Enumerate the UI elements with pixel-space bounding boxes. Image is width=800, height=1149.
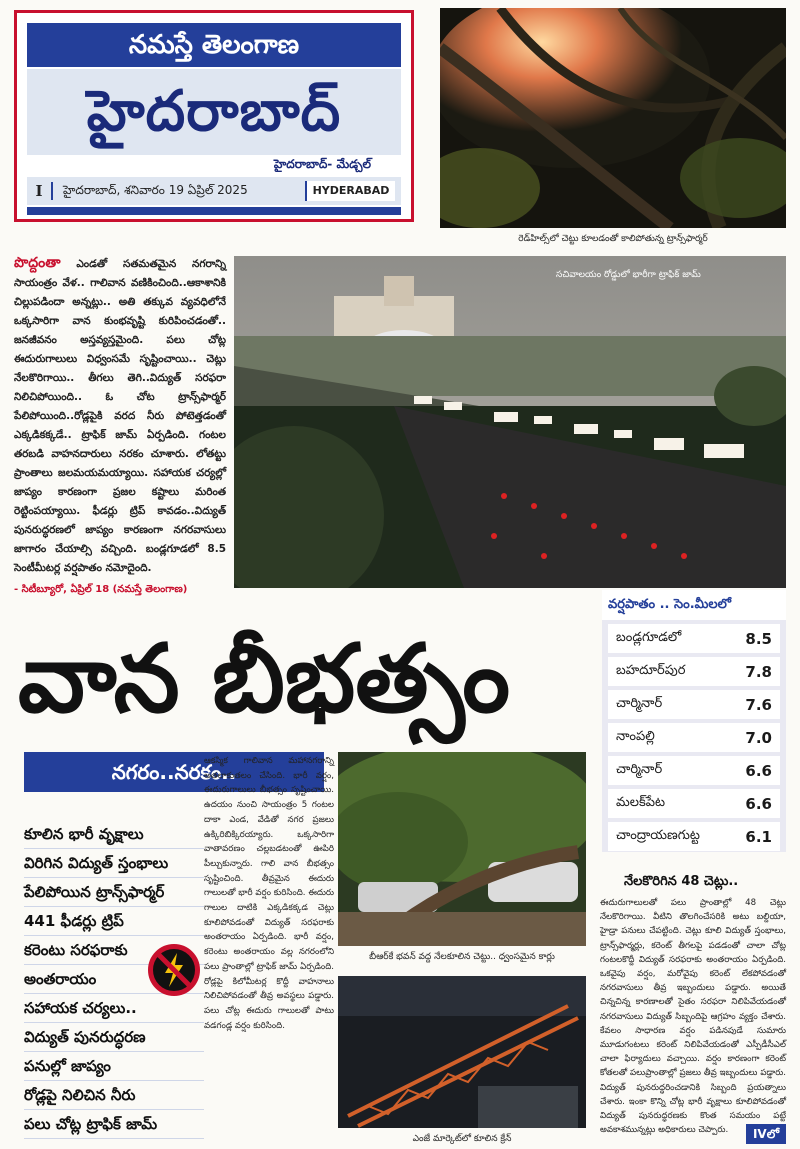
fire-caption: రెడ్‌హిల్స్‌లో చెట్టు కూలడంతో కాలిపోతున్న ట్రాన్స్‌ఫార్మర్ (518, 234, 708, 244)
rainfall-place: చార్మినార్ (616, 761, 663, 777)
transformer-fire-photo (440, 8, 786, 228)
traffic-caption: సచివాలయం రోడ్డులో భారీగా ట్రాఫిక్ జామ్ (556, 270, 701, 280)
list-item: పనుల్లో జాప్యం (24, 1052, 204, 1081)
main-headline: వాన బీభత్సం (18, 625, 511, 734)
list-item: రోడ్లపై నిలిచిన నీరు (24, 1081, 204, 1110)
story-body: ఎండతో సతమతమైన నగరాన్ని సాయంత్రం వేళ.. గాలివాన వణికించింది..ఆకాశానికి చిల్లుపడిందా అన్నట్లు.. అతి తక్కువ వ్యవధిలోనే ఒక్కసారిగా వాన కుంభవృష్టి కురిపించడంతో.. జనజీవనం అస్తవ్యస్తమైంది. పలు చోట్ల ఈదురుగాలులు విధ్వంసమే సృష్టించాయి.. చెట్లు నేలకొరిగాయి.. తీగలు తెగి..విద్యుత్ సరఫరా నిలిచిపోయింది.. ఓ చోట ట్రాన్స్‌ఫార్మర్ పేలిపోయింది..రోడ్లపైకి వరద నీరు పోటెత్తడంతో ఎక్కడికక్కడే.. ట్రాఫిక్ జామ్ ఏర్పడింది. గంటల తరబడి వాహనదారులు నరకం చూశారు. లోతట్టు ప్రాంతాలు జలమయమయ్యాయి. సహాయక చర్యల్లో జాప్యం కారణంగా ప్రజల కష్టాలు మరింత రెట్టింపయ్యాయి. ఫీడర్లు ట్రిప్ కావడం..విద్యుత్ పునరుద్ధరణలో జాప్యం కారణంగా నగరవాసులు జాగారం చేయాల్సి వచ్చింది. బండ్లగూడలో 8.5 సెంటీమీటర్ల వర్షపాతం నమోదైంది. (14, 258, 226, 574)
power-cut-icon (148, 944, 200, 996)
list-item: విరిగిన విద్యుత్ స్తంభాలు (24, 849, 204, 878)
list-item: పేలిపోయిన ట్రాన్స్‌ఫార్మర్ (24, 878, 204, 907)
masthead-subtitle: హైదరాబాద్- మేడ్చల్ (273, 157, 371, 171)
rainfall-place: బండ్లగూడలో (616, 629, 682, 645)
masthead (14, 10, 414, 222)
fallen-tree-photo (338, 752, 586, 946)
tree-caption: బీఆర్‌కే భవన్ వద్ద నేలకూలిన చెట్టు.. ధ్వంసమైన కార్లు (369, 952, 555, 962)
fallen-crane-photo (338, 976, 586, 1128)
rainfall-place: చార్మినార్ (616, 695, 663, 711)
rainfall-title: వర్షపాతం .. సెం.మీలలో (602, 590, 786, 620)
rainfall-row (608, 789, 780, 818)
rainfall-row (608, 822, 780, 851)
lead-story (14, 254, 226, 599)
list-item: 441 ఫీడర్లు ట్రిప్ (24, 907, 204, 936)
rainfall-value: 6.6 (745, 761, 772, 780)
rainfall-row (608, 723, 780, 752)
crane-caption: ఎంజే మార్కెట్‌లో కూలిన క్రేన్ (412, 1134, 512, 1144)
middle-article: ఆకస్మిక గాలివాన మహానగరాన్ని అతలాకుతలం చేసింది. భారీ వర్షం, ఈదురుగాలులు బీభత్సం సృష్టించాయి. ఉదయం నుంచి సాయంత్రం 5 గంటల దాకా ఎండ, వేడితో నగర ప్రజలు ఉక్కిరిబిక్కిరయ్యారు. ఒక్కసారిగా వాతావరణం చల్లబడటంతో ఊపిరి పీల్చుకున్నారు. గాలి వాన బీభత్సం సృష్టించింది. తీవ్రమైన ఈదురు గాలులతో భారీ వర్షం కురిసింది. ఈదురు గాలుల దాటికి ఎక్కడికక్కడ చెట్లు కూలిపోవడంతో విద్యుత్ సరఫరాకు అంతరాయం ఏర్పడింది. భారీ వర్షం, కరెంటు అంతరాయం వల్ల నగరంలోని పలు ప్రాంతాల్లో ట్రాఫిక్ జామ్ ఏర్పడింది. రోడ్లపై కిలోమీటర్ల కొద్దీ వాహనాలు నిలిచిపోవడంతో తీవ్ర అవస్థలు పడ్డారు. పలు చోట్ల ఈదురు గాలులతో పాటు వడగండ్ల వర్షం కురిసింది. (204, 756, 334, 1031)
dateline-bar (27, 177, 401, 205)
rainfall-place: మలక్‌పేట (616, 794, 666, 810)
list-item: విద్యుత్ పునరుద్ధరణ (24, 1023, 204, 1052)
rainfall-value: 6.1 (745, 827, 772, 846)
masthead-title: హైదరాబాద్ (27, 69, 401, 155)
rainfall-value: 7.0 (745, 728, 772, 747)
rainfall-value: 8.5 (745, 629, 772, 648)
rainfall-value: 7.8 (745, 662, 772, 681)
page-marker: I (27, 182, 53, 200)
masthead-brand: నమస్తే తెలంగాణ (27, 23, 401, 67)
rainfall-place: చాంద్రాయణగుట్ట (616, 827, 700, 843)
rainfall-row (608, 657, 780, 686)
continued-folio: IVలో (746, 1124, 786, 1144)
list-item: సహాయక చర్యలు.. (24, 994, 204, 1023)
dateline: హైదరాబాద్, శనివారం 19 ఏప్రిల్ 2025 (63, 182, 248, 197)
list-item: పలు చోట్ల ట్రాఫిక్ జామ్ (24, 1110, 204, 1139)
rainfall-row (608, 756, 780, 785)
rainfall-table (602, 590, 786, 852)
rainfall-row (608, 690, 780, 719)
rainfall-place: బహదూర్‌పుర (616, 662, 686, 678)
traffic-jam-photo (234, 256, 786, 588)
list-item: కరెంటు సరఫరాకు (24, 936, 204, 965)
trees-subhead: నేలకొరిగిన 48 చెట్లు.. (624, 874, 739, 889)
right-article: ఈదురుగాలులతో పలు ప్రాంతాల్లో 48 చెట్లు నేలకొరిగాయి. వీటిని తొలగించేసరికి అటు బల్దియా, హైడ్రా పనులు చేపట్టింది. చెట్లు కూలి విద్యుత్ స్తంభాలు, ట్రాన్స్‌ఫార్మర్లు, కరెంట్ తీగలపై పడడంతో చాలా చోట్ల గంటలకొద్దీ విద్యుత్ సరఫరాకు అంతరాయం ఏర్పడింది. ఒకవైపు వర్షం, మరోవైపు కరెంట్ లేకపోవడంతో నగరవాసులు తీవ్ర ఇబ్బందులు పడ్డారు. అయితే చిన్నచిన్న కారణాలతో సైతం సరఫరా నిలిపివేయడంతో నగరవాసులు విద్యుత్ సిబ్బందిపై ఆగ్రహం వ్యక్తం చేశారు. కేవలం సాధారణ వర్షం పడినపుడే సుమారు మూడుగంటలు కరెంట్ నిలిపివేయడంతో ఎస్పీడీసీఎల్ చాలా ఫిర్యాదులు వచ్చాయి. వర్షం కారణంగా కరెంట్ కోతలతో పలుప్రాంతాల్లో ప్రజలు తీవ్ర ఇబ్బందులు పడ్డారు. విద్యుత్ పునరుద్ధరించడానికి సిబ్బంది ప్రయత్నాలు చేశారు. ఇంకా కొన్ని చోట్ల భారీ వృక్షాలు కూలిపోవడంతో విద్యుత్ పునరుద్ధరణకు కొంత సమయం పట్టే అవకాశమున్నట్లు అధికారులు చెప్పారు. (600, 898, 786, 1136)
subhead-banner: నగరం..నరకం.. (24, 752, 324, 792)
story-credit: - సిటీబ్యూరో, ఏప్రిల్ 18 (నమస్తే తెలంగాణ) (14, 584, 188, 595)
masthead-bottom-rule (27, 207, 401, 215)
rainfall-value: 6.6 (745, 794, 772, 813)
edition-city: HYDERABAD (305, 181, 395, 201)
rainfall-place: నాంపల్లి (616, 728, 655, 744)
rainfall-value: 7.6 (745, 695, 772, 714)
rainfall-row (608, 624, 780, 653)
list-item: అంతరాయం (24, 965, 204, 994)
list-item: కూలిన భారీ వృక్షాలు (24, 820, 204, 849)
story-lead-word: పొద్దంతా (14, 255, 61, 271)
